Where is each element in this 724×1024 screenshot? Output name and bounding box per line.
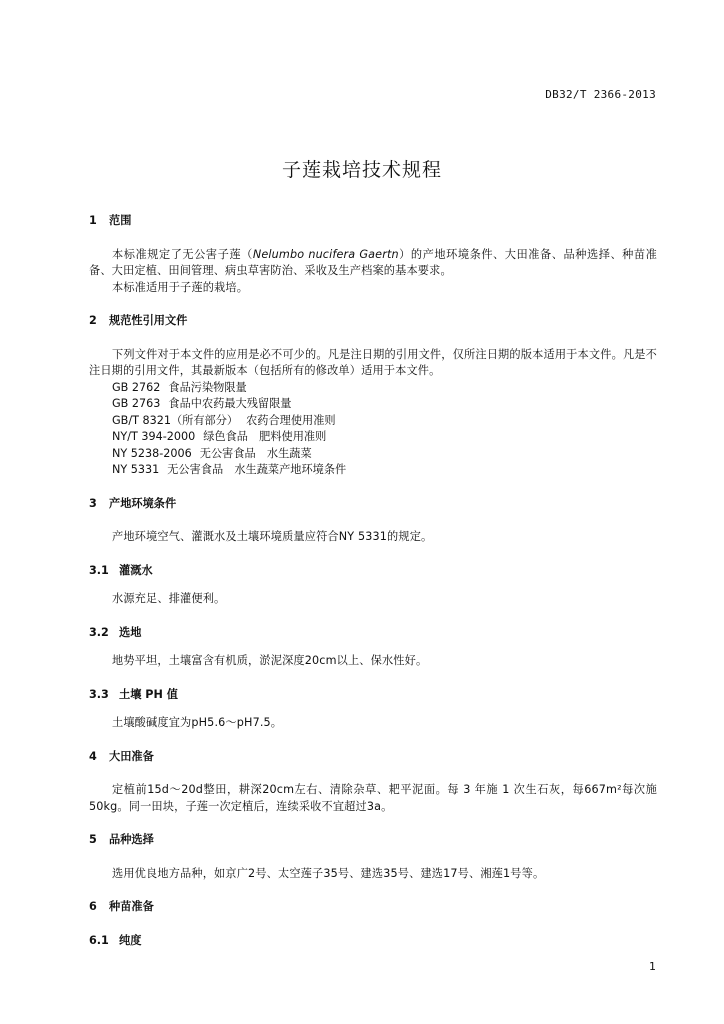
section-number: 1 bbox=[89, 214, 97, 227]
section-number: 5 bbox=[89, 833, 97, 846]
text-run: ）的产地环境条件、大田准备、品种选择、种苗准备、大田定植、田间管理、病虫草害防治、采收及生产档案的基本要求。 bbox=[89, 247, 657, 277]
section-2-paragraph-1: 下列文件对于本文件的应用是必不可少的。凡是注日期的引用文件，仅所注日期的版本适用于本文件。凡是不注日期的引用文件，其最新版本（包括所有的修改单）适用于本文件。 bbox=[89, 347, 657, 377]
section-number: 4 bbox=[89, 749, 97, 763]
reference-code: GB 2763 bbox=[112, 397, 161, 410]
reference-item bbox=[89, 380, 657, 397]
section-6-heading bbox=[89, 899, 657, 916]
reference-item bbox=[89, 413, 657, 430]
section-3-heading bbox=[89, 496, 657, 513]
reference-title: 农药合理使用准则 bbox=[246, 413, 336, 427]
document-title: 子莲栽培技术规程 bbox=[281, 159, 442, 181]
subsection-number: 3.1 bbox=[89, 563, 109, 577]
section-1-paragraph-1 bbox=[89, 247, 657, 280]
section-title: 范围 bbox=[109, 214, 132, 227]
section-5-paragraph-1: 选用优良地方品种，如京广2号、太空莲子35号、建选35号、建选17号、湘莲1号等。 bbox=[112, 866, 545, 880]
subsection-title: 纯度 bbox=[119, 933, 142, 947]
reference-title: 无公害食品 水生蔬菜 bbox=[199, 446, 312, 460]
reference-item bbox=[89, 446, 657, 463]
section-1-paragraph-2: 本标准适用于子莲的栽培。 bbox=[112, 280, 249, 294]
section-2-heading bbox=[89, 313, 657, 330]
subsection-number: 3.2 bbox=[89, 625, 109, 639]
subsection-title: 选地 bbox=[119, 625, 142, 639]
subsection-6-1-heading bbox=[89, 933, 657, 950]
reference-title: 食品污染物限量 bbox=[168, 380, 247, 394]
reference-code: NY 5331 bbox=[112, 463, 160, 476]
reference-code: NY 5238-2006 bbox=[112, 446, 192, 460]
subsection-number: 6.1 bbox=[89, 933, 109, 947]
reference-code: GB/T 8321（所有部分） bbox=[112, 413, 239, 427]
subsection-title: 灌溉水 bbox=[119, 563, 153, 577]
standard-code: DB32/T 2366-2013 bbox=[545, 88, 656, 101]
section-3-paragraph-1: 产地环境空气、灌溉水及土壤环境质量应符合NY 5331的规定。 bbox=[112, 530, 433, 543]
section-title: 大田准备 bbox=[109, 749, 154, 763]
reference-title: 绿色食品 肥料使用准则 bbox=[203, 430, 327, 443]
subsection-3-2-text: 地势平坦，土壤富含有机质，淤泥深度20cm以上、保水性好。 bbox=[112, 654, 428, 667]
subsection-3-2-heading bbox=[89, 625, 657, 642]
reference-title: 食品中农药最大残留限量 bbox=[168, 397, 292, 410]
reference-item bbox=[89, 462, 657, 479]
section-5-heading bbox=[89, 832, 657, 849]
text-run: 本标准规定了无公害子莲（ bbox=[112, 247, 253, 261]
section-title: 规范性引用文件 bbox=[109, 314, 188, 327]
section-1-heading bbox=[89, 213, 657, 230]
section-4-heading bbox=[89, 749, 657, 766]
subsection-3-1-heading bbox=[89, 563, 657, 580]
reference-code: NY/T 394-2000 bbox=[112, 430, 196, 443]
reference-title: 无公害食品 水生蔬菜产地环境条件 bbox=[167, 463, 347, 476]
section-4-paragraph-1: 定植前15d～20d整田，耕深20cm左右、清除杂草、耙平泥面。每 3 年施 1 次生石灰，每667m²每次施50kg。同一田块，子莲一次定植后，连续采收不宜超过3a。 bbox=[89, 783, 657, 813]
document-body bbox=[89, 213, 657, 949]
subsection-number: 3.3 bbox=[89, 687, 109, 701]
section-number: 3 bbox=[89, 496, 97, 510]
section-title: 产地环境条件 bbox=[109, 496, 177, 510]
latin-name: Nelumbo nucifera Gaertn bbox=[252, 247, 399, 261]
section-number: 6 bbox=[89, 900, 97, 913]
subsection-3-1-text: 水源充足、排灌便利。 bbox=[112, 592, 226, 605]
reference-item bbox=[89, 429, 657, 446]
reference-code: GB 2762 bbox=[112, 380, 161, 394]
subsection-3-3-text: 土壤酸碱度宜为pH5.6～pH7.5。 bbox=[112, 716, 283, 729]
section-title: 种苗准备 bbox=[109, 900, 154, 913]
subsection-3-3-heading bbox=[89, 687, 657, 704]
subsection-title: 土壤 PH 值 bbox=[119, 687, 178, 701]
section-title: 品种选择 bbox=[109, 833, 154, 846]
reference-item bbox=[89, 396, 657, 413]
section-number: 2 bbox=[89, 314, 97, 327]
page-number: 1 bbox=[649, 960, 656, 973]
